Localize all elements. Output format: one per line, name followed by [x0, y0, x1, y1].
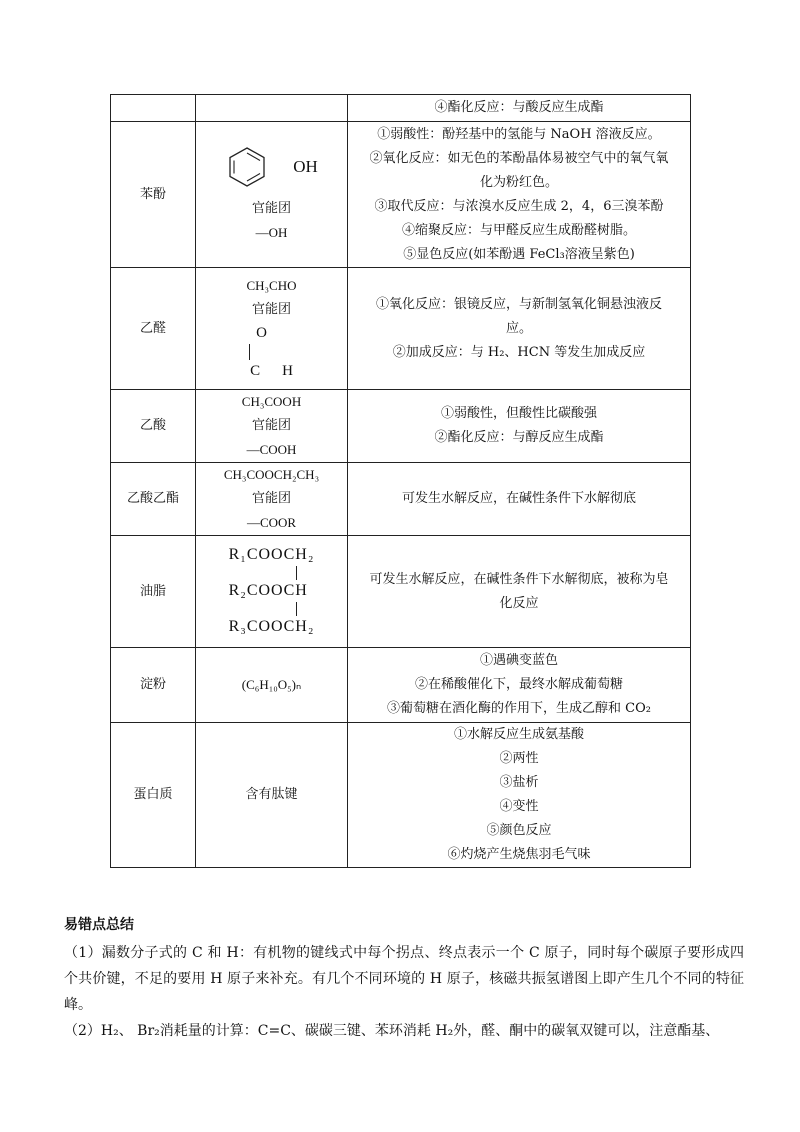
table-row [111, 268, 691, 390]
table-row [111, 463, 691, 536]
structure-cell: OH 官能团 —OH [196, 122, 348, 268]
error-summary-section [64, 912, 744, 1044]
compound-name: 乙酸乙酯 [111, 463, 196, 536]
table-row [111, 536, 691, 648]
structure-cell: CH₃COOH 官能团 —COOH [196, 390, 348, 463]
compound-name [111, 95, 196, 122]
structure-cell [196, 536, 348, 648]
properties-cell: ④酯化反应：与酸反应生成酯 [348, 95, 691, 122]
properties-cell: ①弱酸性，但酸性比碳酸强 ②酯化反应：与醇反应生成酯 [348, 390, 691, 463]
table-row [111, 723, 691, 868]
compound-name: 蛋白质 [111, 723, 196, 868]
triglyceride-structure: R₁COOCH₂ R₂COOCH R₃COOCH₂ [228, 545, 315, 635]
properties-cell: ①水解反应生成氨基酸 ②两性 ③盐析 ④变性 ⑤颜色反应 ⑥灼烧产生烧焦羽毛气味 [348, 723, 691, 868]
note-paragraph: （2）H₂、 Br₂消耗量的计算：C=C、碳碳三键、苯环消耗 H₂外，醛、酮中的碳氧双键可以，注意酯基、 [64, 1023, 720, 1039]
table-row [111, 648, 691, 723]
organic-compounds-table [110, 94, 691, 868]
table-row [111, 390, 691, 463]
section-title: 易错点总结 [64, 917, 134, 933]
structure-cell [196, 95, 348, 122]
compound-name: 乙醛 [111, 268, 196, 390]
table-row [111, 122, 691, 268]
carbonyl-structure: O C H [250, 324, 293, 379]
properties-cell: ①氧化反应：银镜反应，与新制氢氧化铜悬浊液反 应。 ②加成反应：与 H₂、HCN 等发生加成反应 [348, 268, 691, 390]
structure-cell: 含有肽键 [196, 723, 348, 868]
properties-cell: 可发生水解反应，在碱性条件下水解彻底 [348, 463, 691, 536]
note-paragraph: （1）漏数分子式的 C 和 H：有机物的键线式中每个拐点、终点表示一个 C 原子，同时每个碳原子要形成四个共价键，不足的要用 H 原子来补充。有几个不同环境的 H 原子，核磁共振氢谱图上即产生几个不同的特征峰。 [64, 945, 744, 1013]
structure-cell: CH₃COOCH₂CH₃ 官能团 —COOR [196, 463, 348, 536]
hydroxyl-label: OH [293, 156, 318, 176]
compound-name: 苯酚 [111, 122, 196, 268]
structure-cell: (C₆H₁₀O₅)ₙ [196, 648, 348, 723]
benzene-ring-icon [225, 145, 269, 189]
structure-cell: CH₃CHO 官能团 O C H [196, 268, 348, 390]
table-row [111, 95, 691, 122]
compound-name: 淀粉 [111, 648, 196, 723]
compound-name: 乙酸 [111, 390, 196, 463]
properties-cell: ①弱酸性：酚羟基中的氢能与 NaOH 溶液反应。 ②氧化反应：如无色的苯酚晶体易被空气中的氧气氧 化为粉红色。 ③取代反应：与浓溴水反应生成 2，4，6三溴苯酚 ④缩聚反应：与甲醛反应生成酚醛树脂。 ⑤显色反应(如苯酚遇 FeCl₃溶液呈紫色) [348, 122, 691, 268]
properties-cell: 可发生水解反应，在碱性条件下水解彻底，被称为皂 化反应 [348, 536, 691, 648]
properties-cell: ①遇碘变蓝色 ②在稀酸催化下，最终水解成葡萄糖 ③葡萄糖在酒化酶的作用下，生成乙醇和 CO₂ [348, 648, 691, 723]
compound-name: 油脂 [111, 536, 196, 648]
